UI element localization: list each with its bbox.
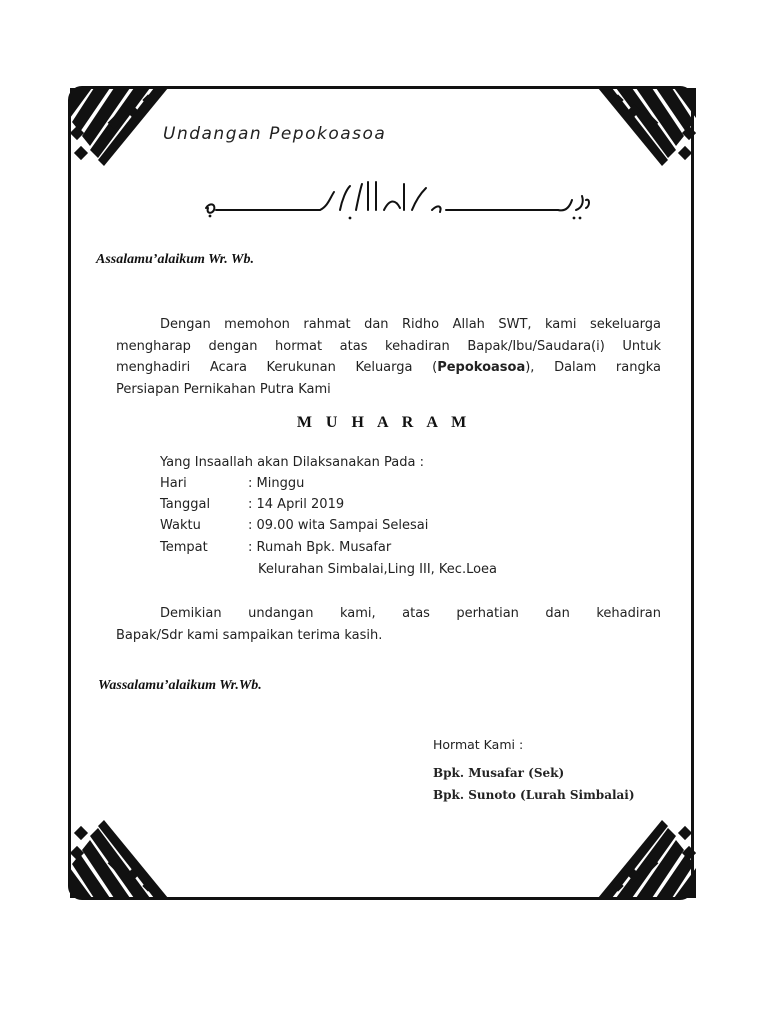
closing-greeting: Wassalamu’alaikum Wr.Wb. [98,678,262,693]
schedule-row-date: Tanggal : 14 April 2019 [160,497,345,512]
intro-line-3: menghadiri Acara Kerukunan Keluarga (Pepokoasoa), Dalam rangka [116,360,662,375]
event-term: Pepokoasoa [437,360,526,375]
intro-line-4: Persiapan Pernikahan Putra Kami [116,381,331,397]
schedule-lead: Yang Insaallah akan Dilaksanakan Pada : [160,455,424,470]
signature-lead: Hormat Kami : [433,737,524,752]
corner-ornament-bottom-right [596,818,696,898]
intro-paragraph [116,314,661,400]
signatory-1: Bpk. Musafar (Sek) [433,766,565,780]
intro-line-2: mengharap dengan hormat atas kehadiran Bapak/Ibu/Saudara(i) Untuk [116,338,661,354]
closing-line-2: Bapak/Sdr kami sampaikan terima kasih. [116,627,383,643]
event-name-heading: M U H A R A M [296,414,472,431]
intro-line-1: Dengan memohon rahmat dan Ridho Allah SWT, kami sekeluarga [160,317,661,332]
closing-line-1: Demikian undangan kami, atas perhatian dan kehadiran [160,606,661,621]
schedule-address: Kelurahan Simbalai,Ling III, Kec.Loea [258,562,498,577]
corner-ornament-top-left [70,88,170,168]
schedule-row-place: Tempat : Rumah Bpk. Musafar [160,540,392,555]
bismillah-calligraphy [200,178,592,222]
invitation-title: Undangan Pepokoasoa [163,124,387,144]
signatory-2: Bpk. Sunoto (Lurah Simbalai) [433,788,635,802]
corner-ornament-top-right [596,88,696,168]
closing-paragraph [116,603,661,646]
schedule-row-time: Waktu : 09.00 wita Sampai Selesai [160,518,429,533]
corner-ornament-bottom-left [70,818,170,898]
schedule-row-day: Hari : Minggu [160,476,305,491]
opening-greeting: Assalamu’alaikum Wr. Wb. [96,252,254,267]
